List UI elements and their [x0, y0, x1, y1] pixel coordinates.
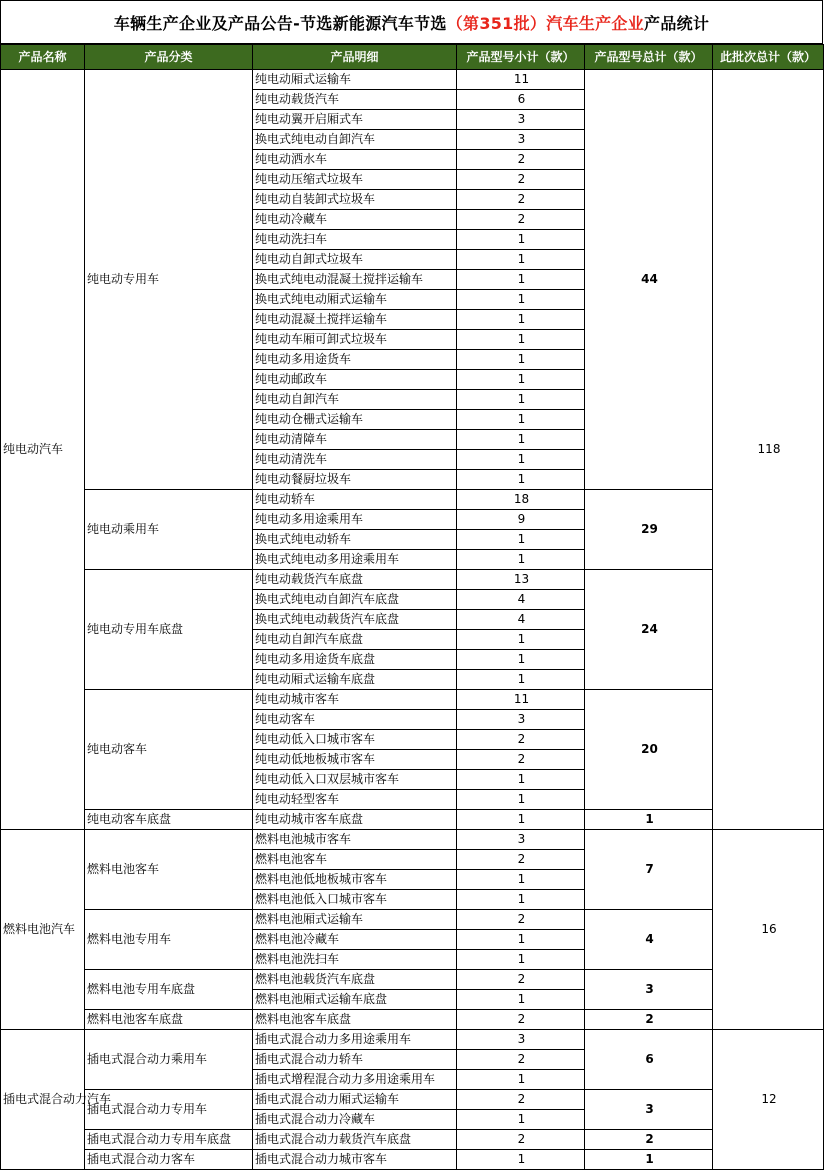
product-detail-cell: 纯电动车厢可卸式垃圾车 [253, 330, 457, 350]
model-count-cell: 1 [457, 290, 585, 310]
header-product-detail: 产品明细 [253, 45, 457, 70]
model-count-cell: 1 [457, 670, 585, 690]
product-detail-cell: 纯电动自卸汽车 [253, 390, 457, 410]
table-row [1, 1130, 824, 1150]
table-row [1, 910, 824, 930]
product-detail-cell: 纯电动翼开启厢式车 [253, 110, 457, 130]
table-row [1, 970, 824, 990]
product-detail-cell: 纯电动厢式运输车 [253, 70, 457, 90]
product-category-cell: 燃料电池专用车底盘 [85, 970, 253, 1010]
model-count-cell: 1 [457, 230, 585, 250]
model-count-cell: 13 [457, 570, 585, 590]
product-detail-cell: 纯电动混凝土搅拌运输车 [253, 310, 457, 330]
model-count-cell: 2 [457, 1050, 585, 1070]
product-detail-cell: 换电式纯电动混凝土搅拌运输车 [253, 270, 457, 290]
category-subtotal-cell: 20 [585, 690, 713, 810]
category-subtotal-cell: 7 [585, 830, 713, 910]
model-count-cell: 1 [457, 370, 585, 390]
model-count-cell: 1 [457, 930, 585, 950]
table-row [1, 1150, 824, 1170]
product-detail-cell: 纯电动邮政车 [253, 370, 457, 390]
model-count-cell: 4 [457, 590, 585, 610]
page-title [0, 0, 823, 44]
model-count-cell: 1 [457, 550, 585, 570]
table-row [1, 490, 824, 510]
product-detail-cell: 换电式纯电动多用途乘用车 [253, 550, 457, 570]
model-count-cell: 3 [457, 130, 585, 150]
title-highlight: （第351批）汽车生产企业 [446, 13, 645, 33]
model-count-cell: 1 [457, 890, 585, 910]
product-category-cell: 纯电动乘用车 [85, 490, 253, 570]
table-row [1, 690, 824, 710]
product-category-cell: 纯电动客车 [85, 690, 253, 810]
product-detail-cell: 插电式混合动力城市客车 [253, 1150, 457, 1170]
category-subtotal-cell: 29 [585, 490, 713, 570]
model-count-cell: 2 [457, 170, 585, 190]
model-count-cell: 4 [457, 610, 585, 630]
table-row [1, 1030, 824, 1050]
product-detail-cell: 插电式混合动力轿车 [253, 1050, 457, 1070]
category-subtotal-cell: 1 [585, 1150, 713, 1170]
product-detail-cell: 燃料电池低入口城市客车 [253, 890, 457, 910]
product-detail-cell: 纯电动轿车 [253, 490, 457, 510]
product-detail-cell: 插电式混合动力多用途乘用车 [253, 1030, 457, 1050]
product-detail-cell: 换电式纯电动自卸汽车 [253, 130, 457, 150]
category-subtotal-cell: 3 [585, 1090, 713, 1130]
product-category-cell: 插电式混合动力客车 [85, 1150, 253, 1170]
model-count-cell: 1 [457, 430, 585, 450]
product-detail-cell: 换电式纯电动轿车 [253, 530, 457, 550]
header-model-total: 产品型号总计（款） [585, 45, 713, 70]
header-batch-total: 此批次总计（款） [713, 45, 824, 70]
product-detail-cell: 燃料电池厢式运输车底盘 [253, 990, 457, 1010]
product-detail-cell: 纯电动载货汽车 [253, 90, 457, 110]
category-subtotal-cell: 4 [585, 910, 713, 970]
product-detail-cell: 纯电动低入口双层城市客车 [253, 770, 457, 790]
model-count-cell: 9 [457, 510, 585, 530]
group-total-cell: 16 [713, 830, 824, 1030]
product-detail-cell: 纯电动清洗车 [253, 450, 457, 470]
product-detail-cell: 燃料电池客车底盘 [253, 1010, 457, 1030]
product-detail-cell: 纯电动城市客车 [253, 690, 457, 710]
model-count-cell: 1 [457, 250, 585, 270]
group-total-cell: 12 [713, 1030, 824, 1170]
table-row [1, 570, 824, 590]
product-category-cell: 纯电动专用车 [85, 70, 253, 490]
product-detail-cell: 纯电动轻型客车 [253, 790, 457, 810]
model-count-cell: 6 [457, 90, 585, 110]
product-detail-cell: 纯电动多用途货车 [253, 350, 457, 370]
product-detail-cell: 纯电动冷藏车 [253, 210, 457, 230]
title-suffix: 产品统计 [644, 13, 710, 33]
product-detail-cell: 纯电动低地板城市客车 [253, 750, 457, 770]
product-detail-cell: 插电式混合动力冷藏车 [253, 1110, 457, 1130]
product-name-cell: 纯电动汽车 [1, 70, 85, 830]
model-count-cell: 3 [457, 110, 585, 130]
model-count-cell: 2 [457, 1130, 585, 1150]
model-count-cell: 1 [457, 1150, 585, 1170]
model-count-cell: 1 [457, 270, 585, 290]
title-main: 车辆生产企业及产品公告-节选新能源汽车节选 [113, 13, 447, 33]
model-count-cell: 2 [457, 150, 585, 170]
table-row [1, 1090, 824, 1110]
model-count-cell: 1 [457, 950, 585, 970]
product-detail-cell: 燃料电池洗扫车 [253, 950, 457, 970]
product-detail-cell: 燃料电池低地板城市客车 [253, 870, 457, 890]
model-count-cell: 2 [457, 910, 585, 930]
model-count-cell: 1 [457, 310, 585, 330]
product-name-cell: 插电式混合动力汽车 [1, 1030, 85, 1170]
category-subtotal-cell: 6 [585, 1030, 713, 1090]
product-detail-cell: 纯电动洒水车 [253, 150, 457, 170]
product-detail-cell: 插电式混合动力载货汽车底盘 [253, 1130, 457, 1150]
product-detail-cell: 纯电动洗扫车 [253, 230, 457, 250]
model-count-cell: 1 [457, 330, 585, 350]
model-count-cell: 2 [457, 210, 585, 230]
product-detail-cell: 纯电动清障车 [253, 430, 457, 450]
table-row [1, 810, 824, 830]
model-count-cell: 1 [457, 470, 585, 490]
model-count-cell: 11 [457, 690, 585, 710]
product-stats-table [0, 44, 824, 1170]
category-subtotal-cell: 44 [585, 70, 713, 490]
table-header-row [1, 45, 824, 70]
product-detail-cell: 纯电动自卸汽车底盘 [253, 630, 457, 650]
model-count-cell: 18 [457, 490, 585, 510]
product-name-cell: 燃料电池汽车 [1, 830, 85, 1030]
product-category-cell: 燃料电池客车底盘 [85, 1010, 253, 1030]
model-count-cell: 2 [457, 1090, 585, 1110]
model-count-cell: 2 [457, 1010, 585, 1030]
category-subtotal-cell: 3 [585, 970, 713, 1010]
product-detail-cell: 纯电动载货汽车底盘 [253, 570, 457, 590]
model-count-cell: 1 [457, 790, 585, 810]
product-detail-cell: 纯电动城市客车底盘 [253, 810, 457, 830]
model-count-cell: 3 [457, 1030, 585, 1050]
product-detail-cell: 燃料电池厢式运输车 [253, 910, 457, 930]
product-detail-cell: 纯电动自装卸式垃圾车 [253, 190, 457, 210]
model-count-cell: 1 [457, 530, 585, 550]
model-count-cell: 1 [457, 350, 585, 370]
table-body [1, 70, 824, 1170]
category-subtotal-cell: 1 [585, 810, 713, 830]
product-category-cell: 燃料电池专用车 [85, 910, 253, 970]
model-count-cell: 1 [457, 770, 585, 790]
table-row [1, 1010, 824, 1030]
product-category-cell: 插电式混合动力专用车 [85, 1090, 253, 1130]
product-detail-cell: 纯电动仓栅式运输车 [253, 410, 457, 430]
product-detail-cell: 插电式混合动力厢式运输车 [253, 1090, 457, 1110]
product-detail-cell: 纯电动多用途乘用车 [253, 510, 457, 530]
model-count-cell: 3 [457, 710, 585, 730]
product-detail-cell: 燃料电池城市客车 [253, 830, 457, 850]
product-category-cell: 纯电动专用车底盘 [85, 570, 253, 690]
table-row [1, 830, 824, 850]
header-product-name: 产品名称 [1, 45, 85, 70]
group-total-cell: 118 [713, 70, 824, 830]
model-count-cell: 1 [457, 450, 585, 470]
model-count-cell: 3 [457, 830, 585, 850]
product-detail-cell: 换电式纯电动自卸汽车底盘 [253, 590, 457, 610]
category-subtotal-cell: 24 [585, 570, 713, 690]
model-count-cell: 11 [457, 70, 585, 90]
model-count-cell: 1 [457, 1110, 585, 1130]
product-detail-cell: 插电式增程混合动力多用途乘用车 [253, 1070, 457, 1090]
model-count-cell: 2 [457, 730, 585, 750]
model-count-cell: 1 [457, 1070, 585, 1090]
category-subtotal-cell: 2 [585, 1130, 713, 1150]
product-detail-cell: 纯电动低入口城市客车 [253, 730, 457, 750]
product-detail-cell: 纯电动厢式运输车底盘 [253, 670, 457, 690]
model-count-cell: 1 [457, 870, 585, 890]
product-detail-cell: 纯电动多用途货车底盘 [253, 650, 457, 670]
product-detail-cell: 换电式纯电动载货汽车底盘 [253, 610, 457, 630]
product-detail-cell: 纯电动压缩式垃圾车 [253, 170, 457, 190]
model-count-cell: 1 [457, 390, 585, 410]
header-model-subtotal: 产品型号小计（款） [457, 45, 585, 70]
product-category-cell: 纯电动客车底盘 [85, 810, 253, 830]
product-detail-cell: 换电式纯电动厢式运输车 [253, 290, 457, 310]
model-count-cell: 2 [457, 190, 585, 210]
header-product-category: 产品分类 [85, 45, 253, 70]
product-detail-cell: 纯电动自卸式垃圾车 [253, 250, 457, 270]
model-count-cell: 1 [457, 810, 585, 830]
model-count-cell: 1 [457, 630, 585, 650]
product-detail-cell: 燃料电池冷藏车 [253, 930, 457, 950]
model-count-cell: 2 [457, 850, 585, 870]
product-detail-cell: 纯电动餐厨垃圾车 [253, 470, 457, 490]
product-category-cell: 插电式混合动力专用车底盘 [85, 1130, 253, 1150]
model-count-cell: 2 [457, 750, 585, 770]
model-count-cell: 2 [457, 970, 585, 990]
model-count-cell: 1 [457, 990, 585, 1010]
product-detail-cell: 燃料电池载货汽车底盘 [253, 970, 457, 990]
product-category-cell: 插电式混合动力乘用车 [85, 1030, 253, 1090]
product-detail-cell: 燃料电池客车 [253, 850, 457, 870]
model-count-cell: 1 [457, 410, 585, 430]
product-detail-cell: 纯电动客车 [253, 710, 457, 730]
category-subtotal-cell: 2 [585, 1010, 713, 1030]
table-row [1, 70, 824, 90]
product-category-cell: 燃料电池客车 [85, 830, 253, 910]
model-count-cell: 1 [457, 650, 585, 670]
